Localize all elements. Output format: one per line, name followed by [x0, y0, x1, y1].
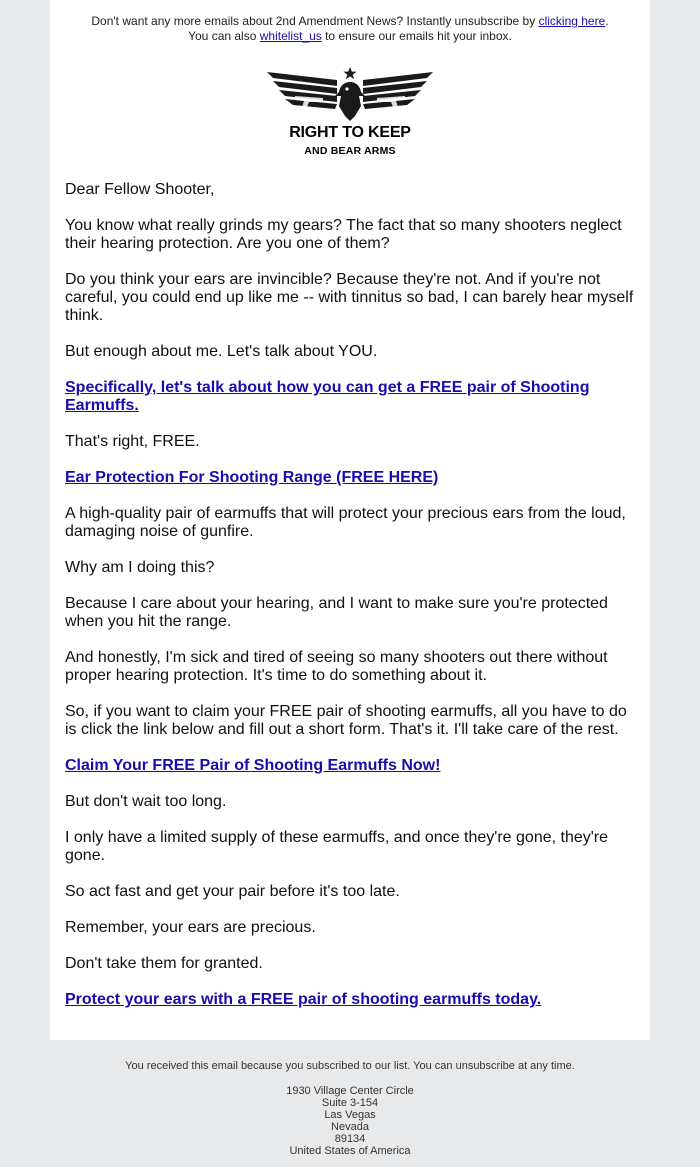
- paragraph: Because I care about your hearing, and I want to make sure you're protected when you hit the range.: [65, 595, 608, 630]
- paragraph: Do you think your ears are invincible? Because they're not. And if you're not careful, you could end up like me -- with tinnitus so bad, I can barely hear myself think.: [65, 271, 634, 324]
- paragraph: Why am I doing this?: [65, 559, 215, 576]
- preheader-line-2: [50, 29, 650, 44]
- whitelist-suffix: to ensure our emails hit your inbox.: [321, 29, 512, 43]
- address-suite: Suite 3-154: [321, 1097, 379, 1109]
- paragraph: But enough about me. Let's talk about YOU.: [65, 343, 378, 360]
- greeting: Dear Fellow Shooter,: [65, 181, 215, 198]
- ear-protection-link[interactable]: Ear Protection For Shooting Range (FREE HERE): [65, 469, 439, 486]
- unsubscribe-suffix: .: [605, 14, 609, 28]
- brand-logo: [265, 66, 435, 162]
- address-state: Nevada: [331, 1121, 369, 1133]
- address-city: Las Vegas: [324, 1109, 376, 1121]
- paragraph: So act fast and get your pair before it's too late.: [65, 883, 400, 900]
- paragraph: And honestly, I'm sick and tired of seeing so many shooters out there without proper hearing protection. It's time to do something about it.: [65, 649, 608, 684]
- preheader: [50, 14, 650, 44]
- address-country: United States of America: [289, 1145, 411, 1157]
- logo-title: RIGHT TO KEEP: [289, 124, 411, 141]
- paragraph: I only have a limited supply of these earmuffs, and once they're gone, they're gone.: [65, 829, 609, 864]
- paragraph: You know what really grinds my gears? The fact that so many shooters neglect their hearing protection. Are you one of them?: [65, 217, 622, 252]
- paragraph: So, if you want to claim your FREE pair of shooting earmuffs, all you have to do is click the link below and fill out a short form. That's it. I'll take care of the rest.: [65, 703, 627, 738]
- footer: [0, 1060, 700, 1157]
- paragraph: A high-quality pair of earmuffs that will protect your precious ears from the loud, damaging noise of gunfire.: [65, 505, 626, 540]
- email-card: [50, 0, 650, 1040]
- paragraph-link: [65, 469, 640, 487]
- paragraph-link: [65, 991, 640, 1009]
- paragraph-link: [65, 379, 640, 415]
- address-zip: 89134: [334, 1133, 366, 1145]
- eagle-emblem-icon: [265, 66, 435, 122]
- subscription-note: You received this email because you subscribed to our list. You can unsubscribe at any time.: [125, 1060, 575, 1072]
- paragraph: That's right, FREE.: [65, 433, 200, 450]
- unsubscribe-prefix: Don't want any more emails about 2nd Amendment News? Instantly unsubscribe by: [91, 14, 539, 28]
- unsubscribe-link[interactable]: clicking here: [538, 14, 606, 28]
- free-earmuffs-link-1[interactable]: Specifically, let's talk about how you can get a FREE pair of Shooting Earmuffs.: [65, 379, 590, 414]
- paragraph: But don't wait too long.: [65, 793, 227, 810]
- logo-subtitle: AND BEAR ARMS: [304, 145, 396, 157]
- preheader-line-1: [50, 14, 650, 29]
- paragraph: Don't take them for granted.: [65, 955, 263, 972]
- paragraph-link: [65, 757, 640, 775]
- whitelist-link[interactable]: whitelist_us: [259, 29, 322, 43]
- protect-ears-link[interactable]: Protect your ears with a FREE pair of shooting earmuffs today.: [65, 991, 542, 1008]
- whitelist-prefix: You can also: [188, 29, 260, 43]
- email-body: [65, 181, 640, 1027]
- claim-earmuffs-link[interactable]: Claim Your FREE Pair of Shooting Earmuffs Now!: [65, 757, 441, 774]
- address-street: 1930 Village Center Circle: [286, 1085, 414, 1097]
- paragraph: Remember, your ears are precious.: [65, 919, 316, 936]
